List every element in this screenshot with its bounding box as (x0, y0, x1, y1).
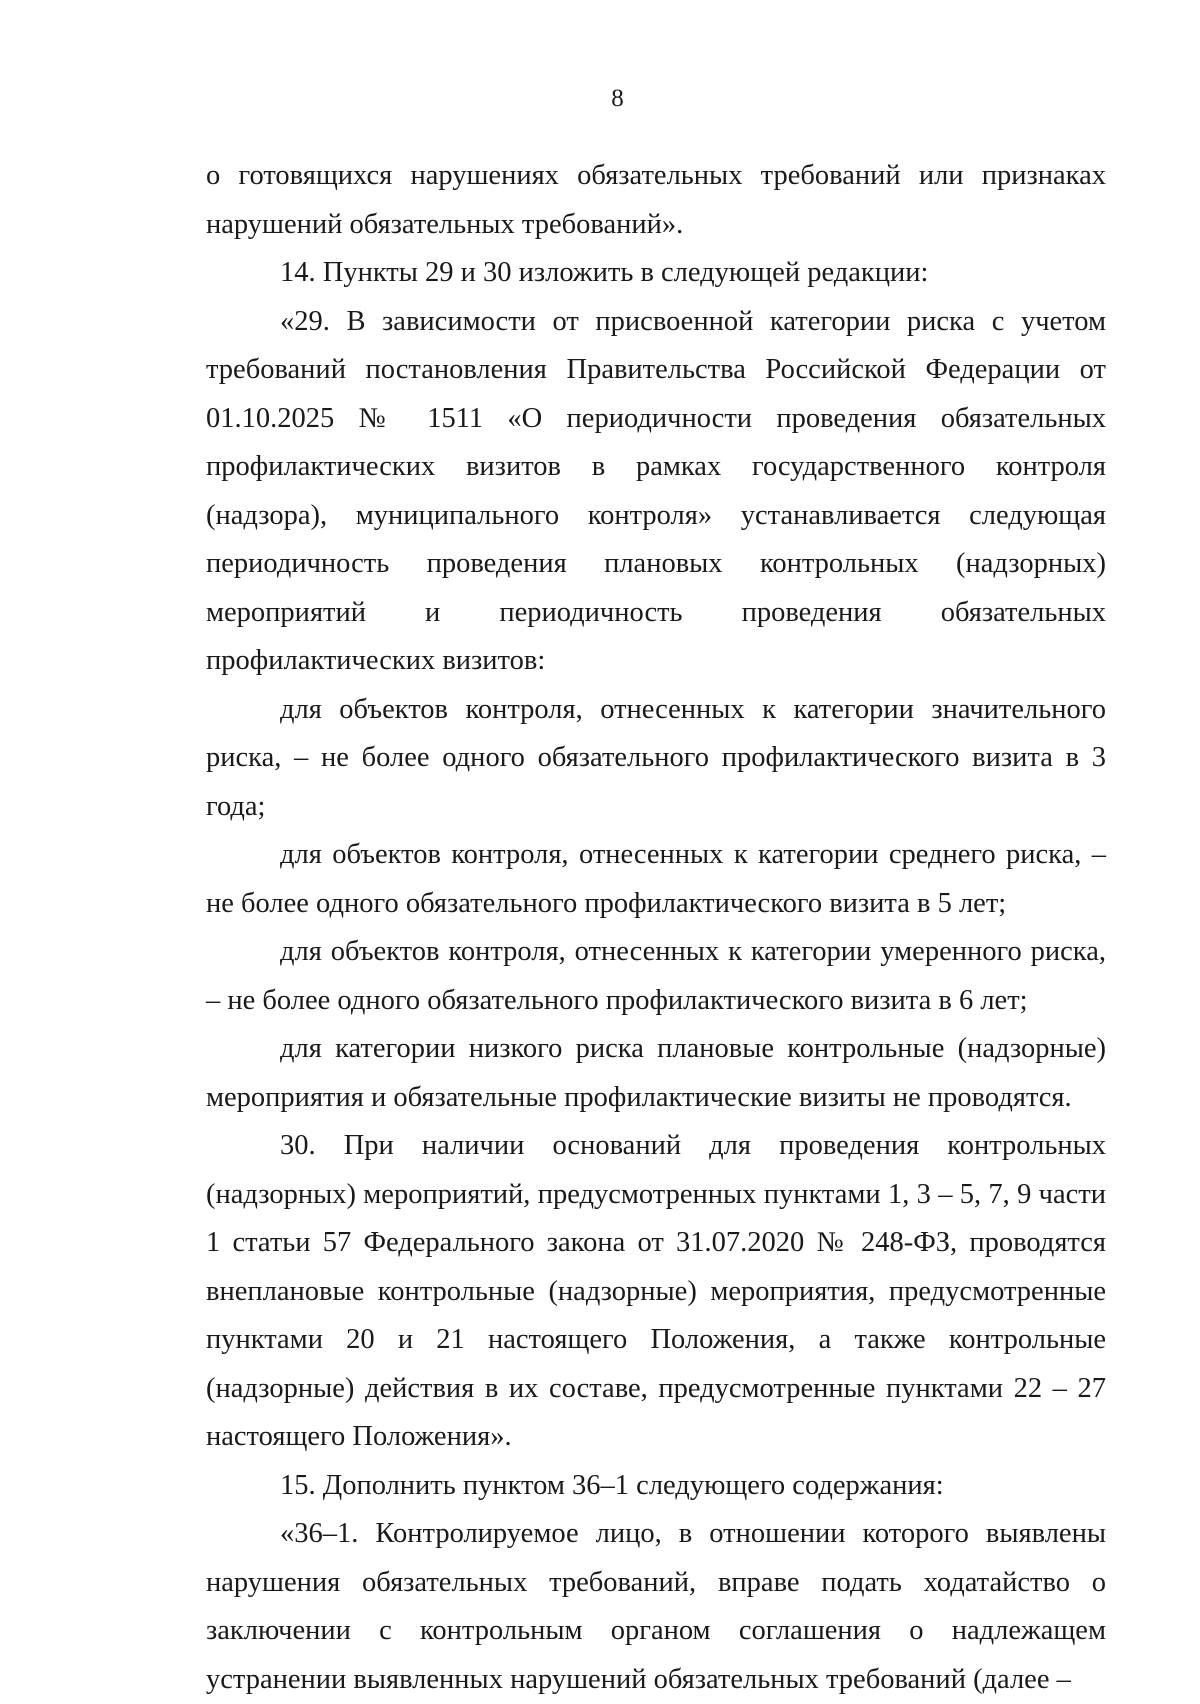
paragraph-moderate-risk: для объектов контроля, отнесенных к категории умеренного риска, – не более одного обязательного профилактического визита в 6 лет; (206, 936, 1106, 1016)
paragraph-medium-risk: для объектов контроля, отнесенных к категории среднего риска, – не более одного обязательного профилактического визита в 5 лет; (206, 839, 1106, 919)
paragraph-significant-risk: для объектов контроля, отнесенных к категории значительного риска, – не более одного обязательного профилактического визита в 3 года; (206, 693, 1106, 822)
paragraph-clause-36-1: «36–1. Контролируемое лицо, в отношении которого выявлены нарушения обязательных требований, вправе подать ходатайство о заключении с контрольным органом соглашения о надлежащем устранении выявленных нарушений обязательных требований (далее – (206, 1518, 1106, 1695)
page-number: 8 (611, 85, 624, 112)
paragraph-continuation: о готовящихся нарушениях обязательных требований или признаках нарушений обязательных требований». (206, 160, 1106, 240)
paragraph-item-14: 14. Пункты 29 и 30 изложить в следующей редакции: (280, 257, 929, 288)
paragraph-clause-30: 30. При наличии оснований для проведения контрольных (надзорных) мероприятий, предусмотренных пунктами 1, 3 – 5, 7, 9 части 1 статьи 57 Федерального закона от 31.07.2020 № 248-ФЗ, проводятся внеплановые контрольные (надзорные) мероприятия, предусмотренные пунктами 20 и 21 настоящего Положения, а также контрольные (надзорные) действия в их составе, предусмотренные пунктами 22 – 27 настоящего Положения». (206, 1130, 1106, 1452)
document-body (206, 152, 1106, 1704)
paragraph-item-15: 15. Дополнить пунктом 36–1 следующего содержания: (280, 1469, 944, 1501)
paragraph-low-risk: для категории низкого риска плановые контрольные (надзорные) мероприятия и обязательные профилактические визиты не проводятся. (206, 1033, 1106, 1113)
paragraph-clause-29: «29. В зависимости от присвоенной категории риска с учетом требований постановления Правительства Российской Федерации от 01.10.2025 № 1511 «О периодичности проведения обязательных профилактических визитов в рамках государственного контроля (надзора), муниципального контроля» устанавливается следующая периодичность проведения плановых контрольных (надзорных) мероприятий и периодичность проведения обязательных профилактических визитов: (206, 305, 1106, 676)
